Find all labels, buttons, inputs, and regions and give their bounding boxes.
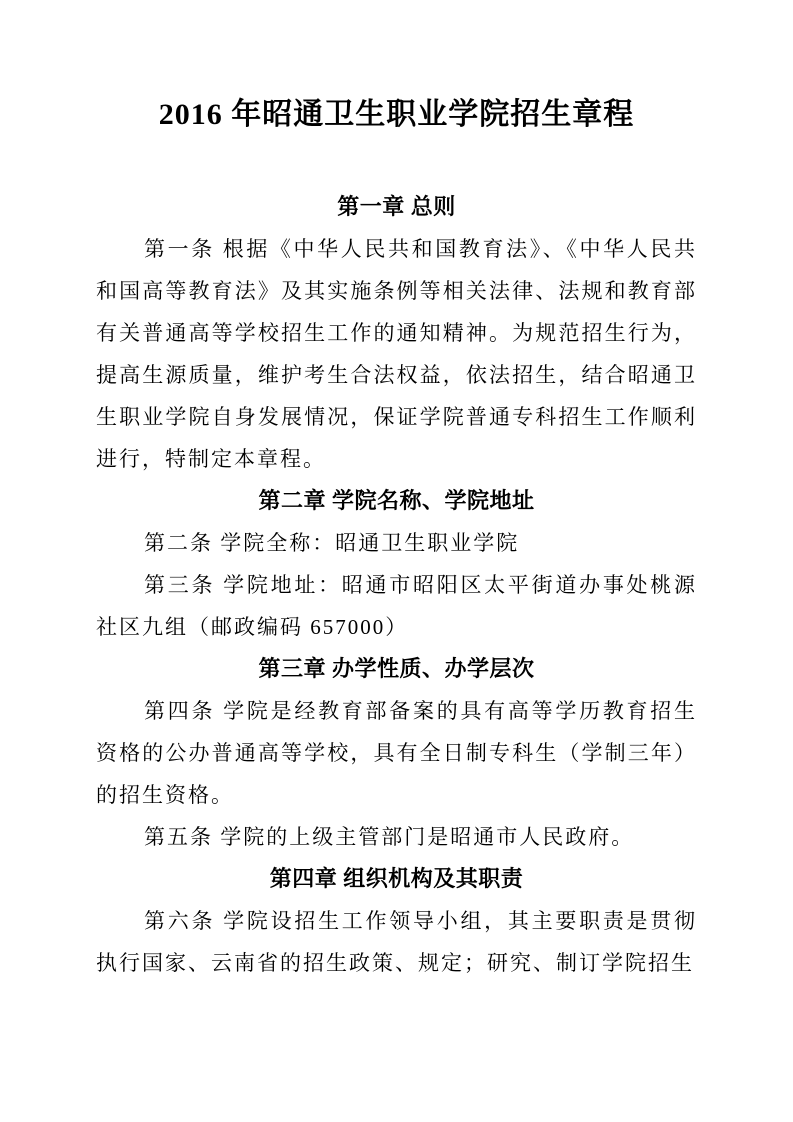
chapter-2-heading: 第二章 学院名称、学院地址 — [258, 488, 535, 513]
article-6-paragraph: 第六条 学院设招生工作领导小组，其主要职责是贯彻执行国家、云南省的招生政策、规定；研究、制订学院招生 — [96, 909, 697, 975]
section-chapter-4 — [96, 858, 697, 984]
chapter-1-heading: 第一章 总则 — [337, 194, 456, 219]
section-chapter-2 — [96, 480, 697, 648]
section-chapter-1 — [96, 186, 697, 480]
article-2-paragraph: 第二条 学院全称：昭通卫生职业学院 — [144, 531, 520, 555]
article-5-paragraph: 第五条 学院的上级主管部门是昭通市人民政府。 — [144, 825, 635, 849]
article-3-paragraph: 第三条 学院地址：昭通市昭阳区太平街道办事处桃源社区九组（邮政编码 657000） — [96, 573, 697, 639]
chapter-3-heading: 第三章 办学性质、办学层次 — [258, 656, 535, 681]
chapter-4-heading: 第四章 组织机构及其职责 — [269, 866, 524, 891]
document-title: 2016 年昭通卫生职业学院招生章程 — [158, 98, 635, 131]
article-4-paragraph: 第四条 学院是经教育部备案的具有高等学历教育招生资格的公办普通高等学校，具有全日制专科生（学制三年）的招生资格。 — [96, 699, 697, 807]
section-chapter-3 — [96, 648, 697, 858]
article-1-paragraph: 第一条 根据《中华人民共和国教育法》、《中华人民共和国高等教育法》及其实施条例等相关法律、法规和教育部有关普通高等学校招生工作的通知精神。为规范招生行为，提高生源质量，维护考生合法权益，依法招生，结合昭通卫生职业学院自身发展情况，保证学院普通专科招生工作顺利进行，特制定本章程。 — [96, 237, 697, 471]
